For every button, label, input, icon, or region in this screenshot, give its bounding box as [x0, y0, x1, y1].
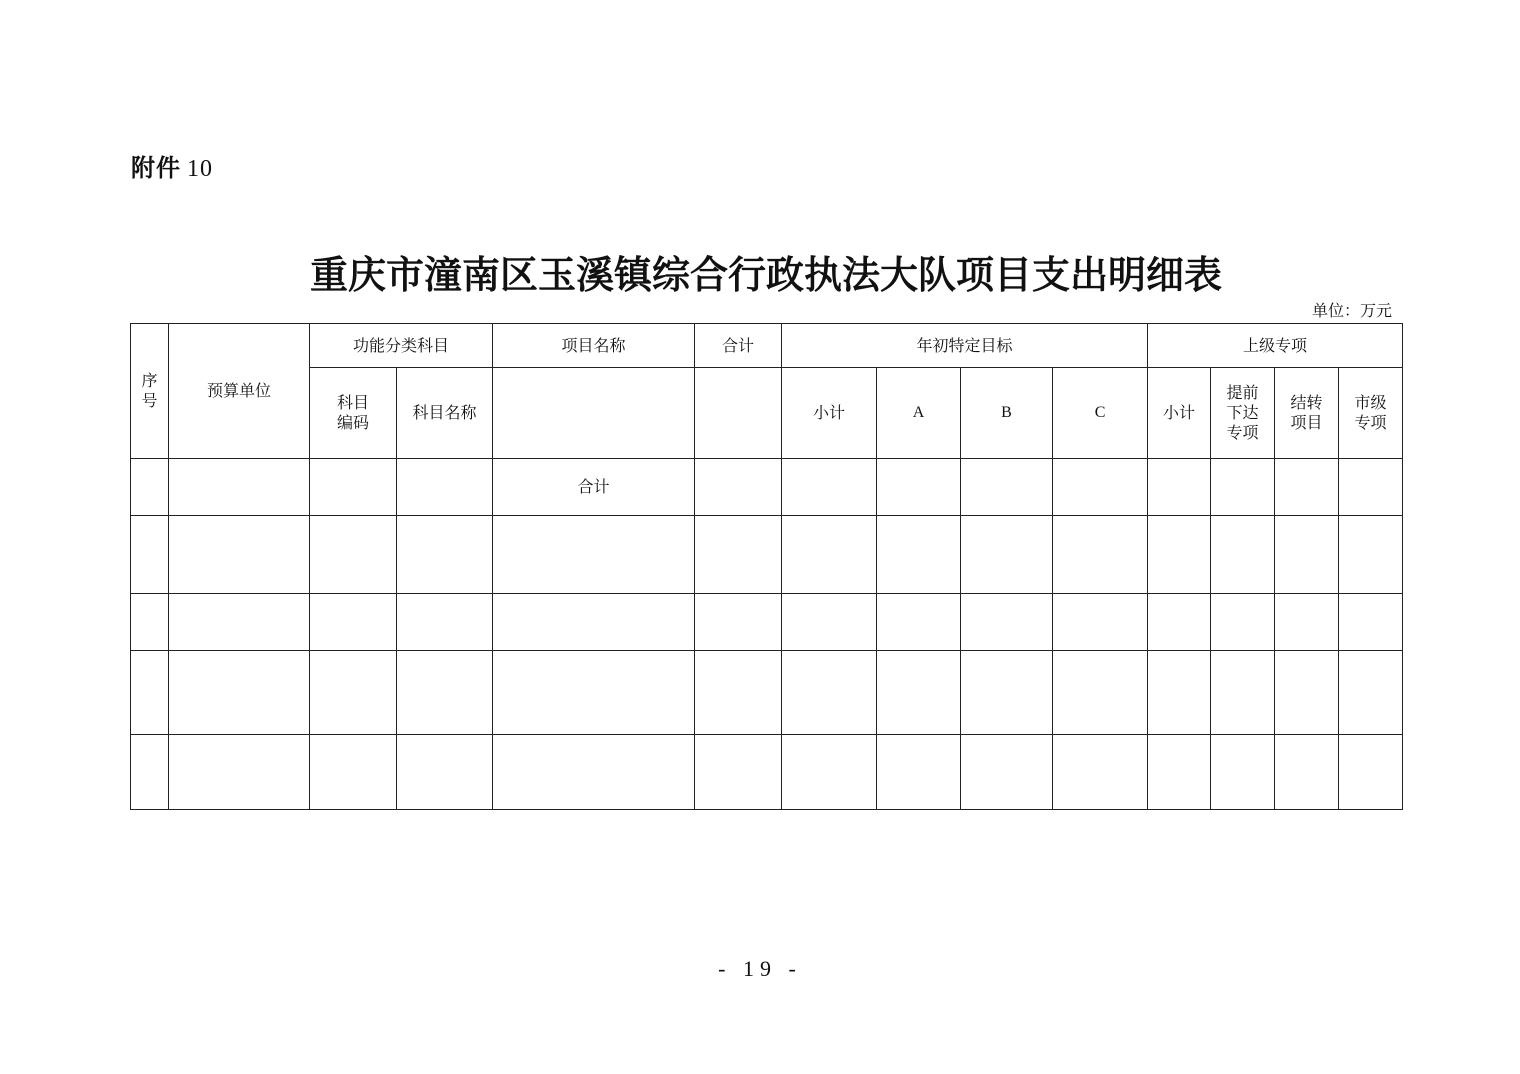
header-sup-subtotal: 小计 — [1148, 368, 1211, 459]
table-cell — [1275, 651, 1339, 735]
table-cell — [1148, 735, 1211, 810]
header-project-name: 项目名称 — [493, 324, 695, 368]
header-superior: 上级专项 — [1148, 324, 1403, 368]
table-cell — [131, 594, 169, 651]
table-cell — [1053, 735, 1148, 810]
table-cell — [1339, 735, 1403, 810]
header-row-2 — [131, 368, 1403, 459]
table-cell — [397, 516, 493, 594]
table-cell — [877, 735, 961, 810]
table-cell — [961, 651, 1053, 735]
table-cell — [1148, 651, 1211, 735]
table-cell — [1148, 516, 1211, 594]
table-cell — [961, 735, 1053, 810]
header-row-1 — [131, 324, 1403, 368]
table-cell — [695, 594, 782, 651]
table-row — [131, 516, 1403, 594]
table-cell — [1211, 594, 1275, 651]
header-it-a: A — [877, 368, 961, 459]
table-row — [131, 594, 1403, 651]
table-cell — [695, 516, 782, 594]
header-it-b: B — [961, 368, 1053, 459]
table-cell — [1275, 594, 1339, 651]
header-sup-carry: 结转 项目 — [1275, 368, 1339, 459]
table-cell — [1053, 651, 1148, 735]
table-cell — [310, 735, 397, 810]
table-cell — [695, 459, 782, 516]
attachment-label — [131, 148, 213, 183]
unit-label: 单位：万元 — [1311, 301, 1392, 320]
expenditure-table — [130, 323, 1403, 810]
table-cell — [1339, 459, 1403, 516]
table-cell — [1275, 516, 1339, 594]
table-cell — [397, 735, 493, 810]
table-cell — [493, 594, 695, 651]
table-cell — [310, 651, 397, 735]
table-cell — [310, 459, 397, 516]
table-cell — [1211, 735, 1275, 810]
table-cell — [782, 459, 877, 516]
table-cell — [782, 516, 877, 594]
table-row — [131, 651, 1403, 735]
header-budget-unit: 预算单位 — [169, 324, 310, 459]
table-cell — [877, 516, 961, 594]
table-cell — [961, 516, 1053, 594]
table-cell — [1053, 516, 1148, 594]
table-cell — [493, 516, 695, 594]
header-project-name-cont — [493, 368, 695, 459]
table-cell — [961, 594, 1053, 651]
table-cell — [397, 651, 493, 735]
table-cell — [877, 594, 961, 651]
table-cell — [397, 594, 493, 651]
table-cell — [782, 651, 877, 735]
table-cell — [169, 651, 310, 735]
table-cell — [169, 459, 310, 516]
table-cell — [1275, 459, 1339, 516]
table-cell — [1211, 459, 1275, 516]
header-sup-city: 市级 专项 — [1339, 368, 1403, 459]
header-it-subtotal: 小计 — [782, 368, 877, 459]
header-subject-code: 科目 编码 — [310, 368, 397, 459]
table-cell — [169, 735, 310, 810]
table-cell — [1275, 735, 1339, 810]
table-cell — [782, 594, 877, 651]
header-subject-name: 科目名称 — [397, 368, 493, 459]
header-func-class: 功能分类科目 — [310, 324, 493, 368]
table-cell — [310, 594, 397, 651]
table-cell — [169, 594, 310, 651]
table-cell — [877, 651, 961, 735]
header-sup-advance: 提前 下达 专项 — [1211, 368, 1275, 459]
table-cell — [961, 459, 1053, 516]
table-cell — [131, 459, 169, 516]
table-cell — [1148, 459, 1211, 516]
attachment-word: 附件 — [131, 154, 181, 182]
table-cell — [1339, 516, 1403, 594]
table-cell — [782, 735, 877, 810]
header-initial-target: 年初特定目标 — [782, 324, 1148, 368]
table-cell — [877, 459, 961, 516]
table-cell — [131, 516, 169, 594]
table-cell — [493, 735, 695, 810]
table-cell — [1211, 516, 1275, 594]
table-cell — [1148, 594, 1211, 651]
table-cell — [1053, 594, 1148, 651]
table-cell — [1053, 459, 1148, 516]
total-row-label: 合计 — [493, 459, 695, 516]
table-cell — [493, 651, 695, 735]
header-it-c: C — [1053, 368, 1148, 459]
table-cell — [397, 459, 493, 516]
header-seq: 序 号 — [131, 324, 169, 459]
page-number: - 19 - — [718, 956, 802, 981]
table-cell — [310, 516, 397, 594]
attachment-number: 10 — [187, 156, 213, 182]
table-cell — [695, 735, 782, 810]
table-cell — [131, 735, 169, 810]
table-cell — [695, 651, 782, 735]
table-cell — [1211, 651, 1275, 735]
header-total-cont — [695, 368, 782, 459]
header-total: 合计 — [695, 324, 782, 368]
table-row — [131, 735, 1403, 810]
document-title: 重庆市潼南区玉溪镇综合行政执法大队项目支出明细表 — [309, 253, 1222, 297]
table-cell — [1339, 651, 1403, 735]
table-cell — [169, 516, 310, 594]
table-cell — [131, 651, 169, 735]
table-cell — [1339, 594, 1403, 651]
total-row — [131, 459, 1403, 516]
